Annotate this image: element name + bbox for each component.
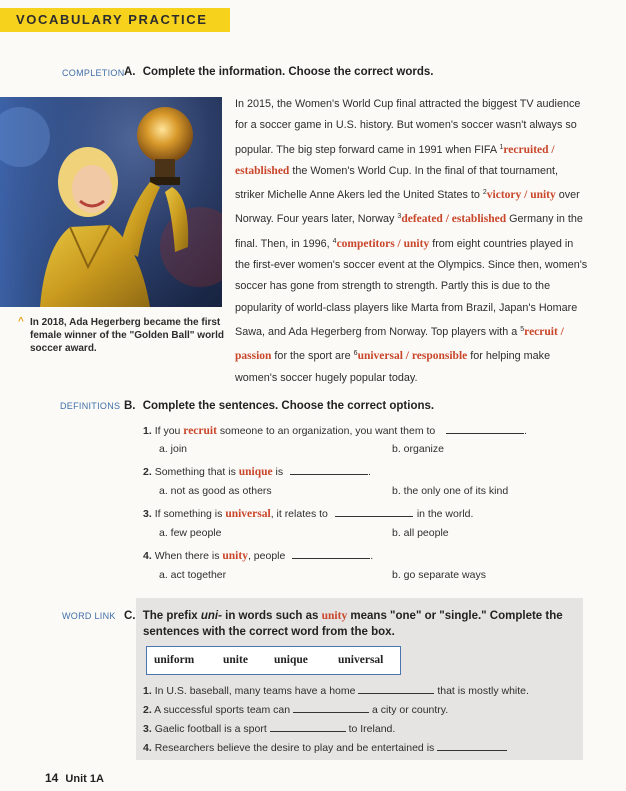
page-footer bbox=[45, 771, 104, 785]
choice-number-4: 4 bbox=[332, 237, 337, 245]
passage-text-4: Germany in the final. Then, in 1996, bbox=[235, 213, 583, 250]
passage-text-1: In 2015, the Women's World Cup final attracted the biggest TV audience for a soccer game in U.S. history. But women's soccer wasn't always so popular. The big step forward came in 1991 when FIFA bbox=[235, 98, 581, 156]
question-text: Researchers believe the desire to play and be entertained is bbox=[154, 742, 435, 754]
passage-text-7: for helping make women's soccer hugely popular today. bbox=[235, 350, 551, 384]
section-b-title-text: Complete the sentences. Choose the correct options. bbox=[142, 400, 435, 412]
section-banner bbox=[0, 8, 230, 32]
vocab-word: unity bbox=[321, 610, 348, 622]
section-c-title bbox=[124, 608, 579, 640]
option-b[interactable]: b. all people bbox=[392, 527, 449, 539]
question-c3 bbox=[143, 722, 395, 735]
question-text: that is mostly white. bbox=[437, 685, 529, 697]
question-text: In U.S. baseball, many teams have a home bbox=[154, 685, 356, 697]
option-a[interactable]: a. few people bbox=[159, 527, 222, 539]
choice-3[interactable]: defeated / established bbox=[401, 213, 507, 226]
prefix-text: uni- bbox=[200, 610, 222, 622]
section-b-label-text: DEFINITIONS bbox=[60, 401, 121, 411]
question-text: If you bbox=[154, 425, 184, 437]
question-text: A successful sports team can bbox=[154, 704, 291, 716]
answer-blank[interactable] bbox=[290, 465, 368, 475]
unit-label: Unit 1A bbox=[65, 773, 104, 785]
question-text: Gaelic football is a sport bbox=[154, 723, 267, 735]
question-number: 2. bbox=[143, 466, 152, 478]
section-a-title-text: Complete the information. Choose the correct words. bbox=[142, 66, 434, 78]
question-c2 bbox=[143, 703, 448, 716]
choice-number-3: 3 bbox=[397, 213, 402, 221]
word-box-item[interactable]: uniform bbox=[154, 654, 195, 666]
passage-text-6: for the sport are bbox=[271, 350, 354, 363]
photo-caption: In 2018, Ada Hegerberg became the first female winner of the "Golden Ball" world soccer award. bbox=[30, 317, 224, 354]
question-c4 bbox=[143, 741, 507, 754]
question-text: If something is bbox=[154, 508, 226, 520]
answer-blank[interactable] bbox=[446, 424, 524, 434]
option-a[interactable]: a. act together bbox=[159, 569, 227, 581]
option-b[interactable]: b. organize bbox=[392, 443, 444, 455]
question-text: Something that is bbox=[154, 466, 239, 478]
question-text: , people bbox=[247, 550, 286, 562]
option-b[interactable]: b. go separate ways bbox=[392, 569, 486, 581]
section-a-label-text: COMPLETION bbox=[62, 68, 125, 78]
question-number: 2. bbox=[143, 704, 152, 716]
question-text: to Ireland. bbox=[348, 723, 396, 735]
choice-4[interactable]: competitors / unity bbox=[336, 237, 430, 250]
answer-blank[interactable] bbox=[358, 684, 434, 694]
choice-1[interactable]: recruited / established bbox=[235, 143, 555, 177]
answer-blank[interactable] bbox=[335, 507, 413, 517]
question-b1 bbox=[143, 424, 527, 437]
section-a-label bbox=[62, 68, 125, 78]
question-number: 4. bbox=[143, 550, 152, 562]
question-number: 1. bbox=[143, 425, 152, 437]
question-number: 4. bbox=[143, 742, 152, 754]
vocab-word: unity bbox=[222, 550, 248, 562]
caption-arrow-icon: ^ bbox=[18, 316, 24, 327]
choice-6[interactable]: universal / responsible bbox=[357, 350, 468, 363]
question-c1 bbox=[143, 684, 529, 697]
choice-5[interactable]: recruit / passion bbox=[235, 325, 564, 363]
option-b[interactable]: b. the only one of its kind bbox=[392, 485, 509, 497]
reading-passage bbox=[235, 94, 590, 389]
answer-blank[interactable] bbox=[293, 703, 369, 713]
vocab-word: unique bbox=[238, 466, 273, 478]
section-a-letter: A. bbox=[124, 66, 136, 78]
choice-number-5: 5 bbox=[520, 325, 525, 333]
question-end: . bbox=[524, 425, 528, 437]
word-box bbox=[146, 646, 401, 675]
choice-number-1: 1 bbox=[499, 143, 504, 151]
banner-title: VOCABULARY PRACTICE bbox=[16, 12, 208, 27]
option-a[interactable]: a. join bbox=[159, 443, 188, 455]
passage-text-2: the Women's World Cup. In the final of that tournament, striker Michelle Anne Akers led the United States to bbox=[235, 164, 559, 202]
question-end: . bbox=[368, 466, 371, 478]
section-b-label bbox=[60, 401, 120, 411]
question-text: a city or country. bbox=[371, 704, 449, 716]
word-box-item[interactable]: universal bbox=[338, 654, 384, 666]
section-c-letter: C. bbox=[124, 610, 136, 622]
answer-blank[interactable] bbox=[437, 741, 507, 751]
section-c-title-text: in words such as bbox=[221, 610, 322, 622]
page-number: 14 bbox=[45, 771, 59, 785]
answer-blank[interactable] bbox=[270, 722, 346, 732]
passage-text-3: over Norway. Four years later, Norway bbox=[235, 189, 580, 226]
question-b3 bbox=[143, 507, 473, 520]
choice-number-6: 6 bbox=[353, 350, 358, 358]
word-box-item[interactable]: unique bbox=[274, 654, 308, 666]
question-b4 bbox=[143, 549, 373, 562]
section-b-letter: B. bbox=[124, 400, 136, 412]
section-c-label bbox=[62, 611, 116, 621]
section-c-title-text: The prefix bbox=[142, 610, 201, 622]
hegerberg-photo bbox=[0, 97, 222, 307]
passage-text-5: from eight countries played in the first-ever women's soccer event at the Olympics. Since then, women's soccer has gone from strength to strength. Partly this is due to the popularity of world-class players like Marta from Brazil, Japan's Homare Sawa, and Ada Hegerberg from Norway. Top players with a bbox=[235, 237, 588, 338]
section-c-label-text: WORD LINK bbox=[62, 611, 116, 621]
choice-2[interactable]: victory / unity bbox=[486, 189, 556, 202]
photo-illustration bbox=[0, 97, 222, 307]
vocab-word: universal bbox=[225, 508, 271, 520]
section-b-title bbox=[124, 398, 434, 414]
vocab-word: recruit bbox=[183, 425, 217, 437]
question-number: 3. bbox=[143, 508, 152, 520]
question-number: 1. bbox=[143, 685, 152, 697]
question-b2 bbox=[143, 465, 371, 478]
answer-blank[interactable] bbox=[292, 549, 370, 559]
section-c-title-text: means "one" or "single." Complete the bbox=[347, 610, 563, 622]
question-text: someone to an organization, you want them to bbox=[216, 425, 436, 437]
question-text: , it relates to bbox=[270, 508, 328, 520]
word-box-item[interactable]: unite bbox=[223, 654, 248, 666]
section-a-title bbox=[124, 64, 433, 80]
option-a[interactable]: a. not as good as others bbox=[159, 485, 272, 497]
question-text: When there is bbox=[154, 550, 223, 562]
question-end: in the world. bbox=[416, 508, 474, 520]
question-text: is bbox=[272, 466, 284, 478]
question-end: . bbox=[370, 550, 374, 562]
question-number: 3. bbox=[143, 723, 152, 735]
choice-number-2: 2 bbox=[482, 189, 487, 197]
section-c-title-text: sentences with the correct word from the box. bbox=[143, 626, 395, 638]
